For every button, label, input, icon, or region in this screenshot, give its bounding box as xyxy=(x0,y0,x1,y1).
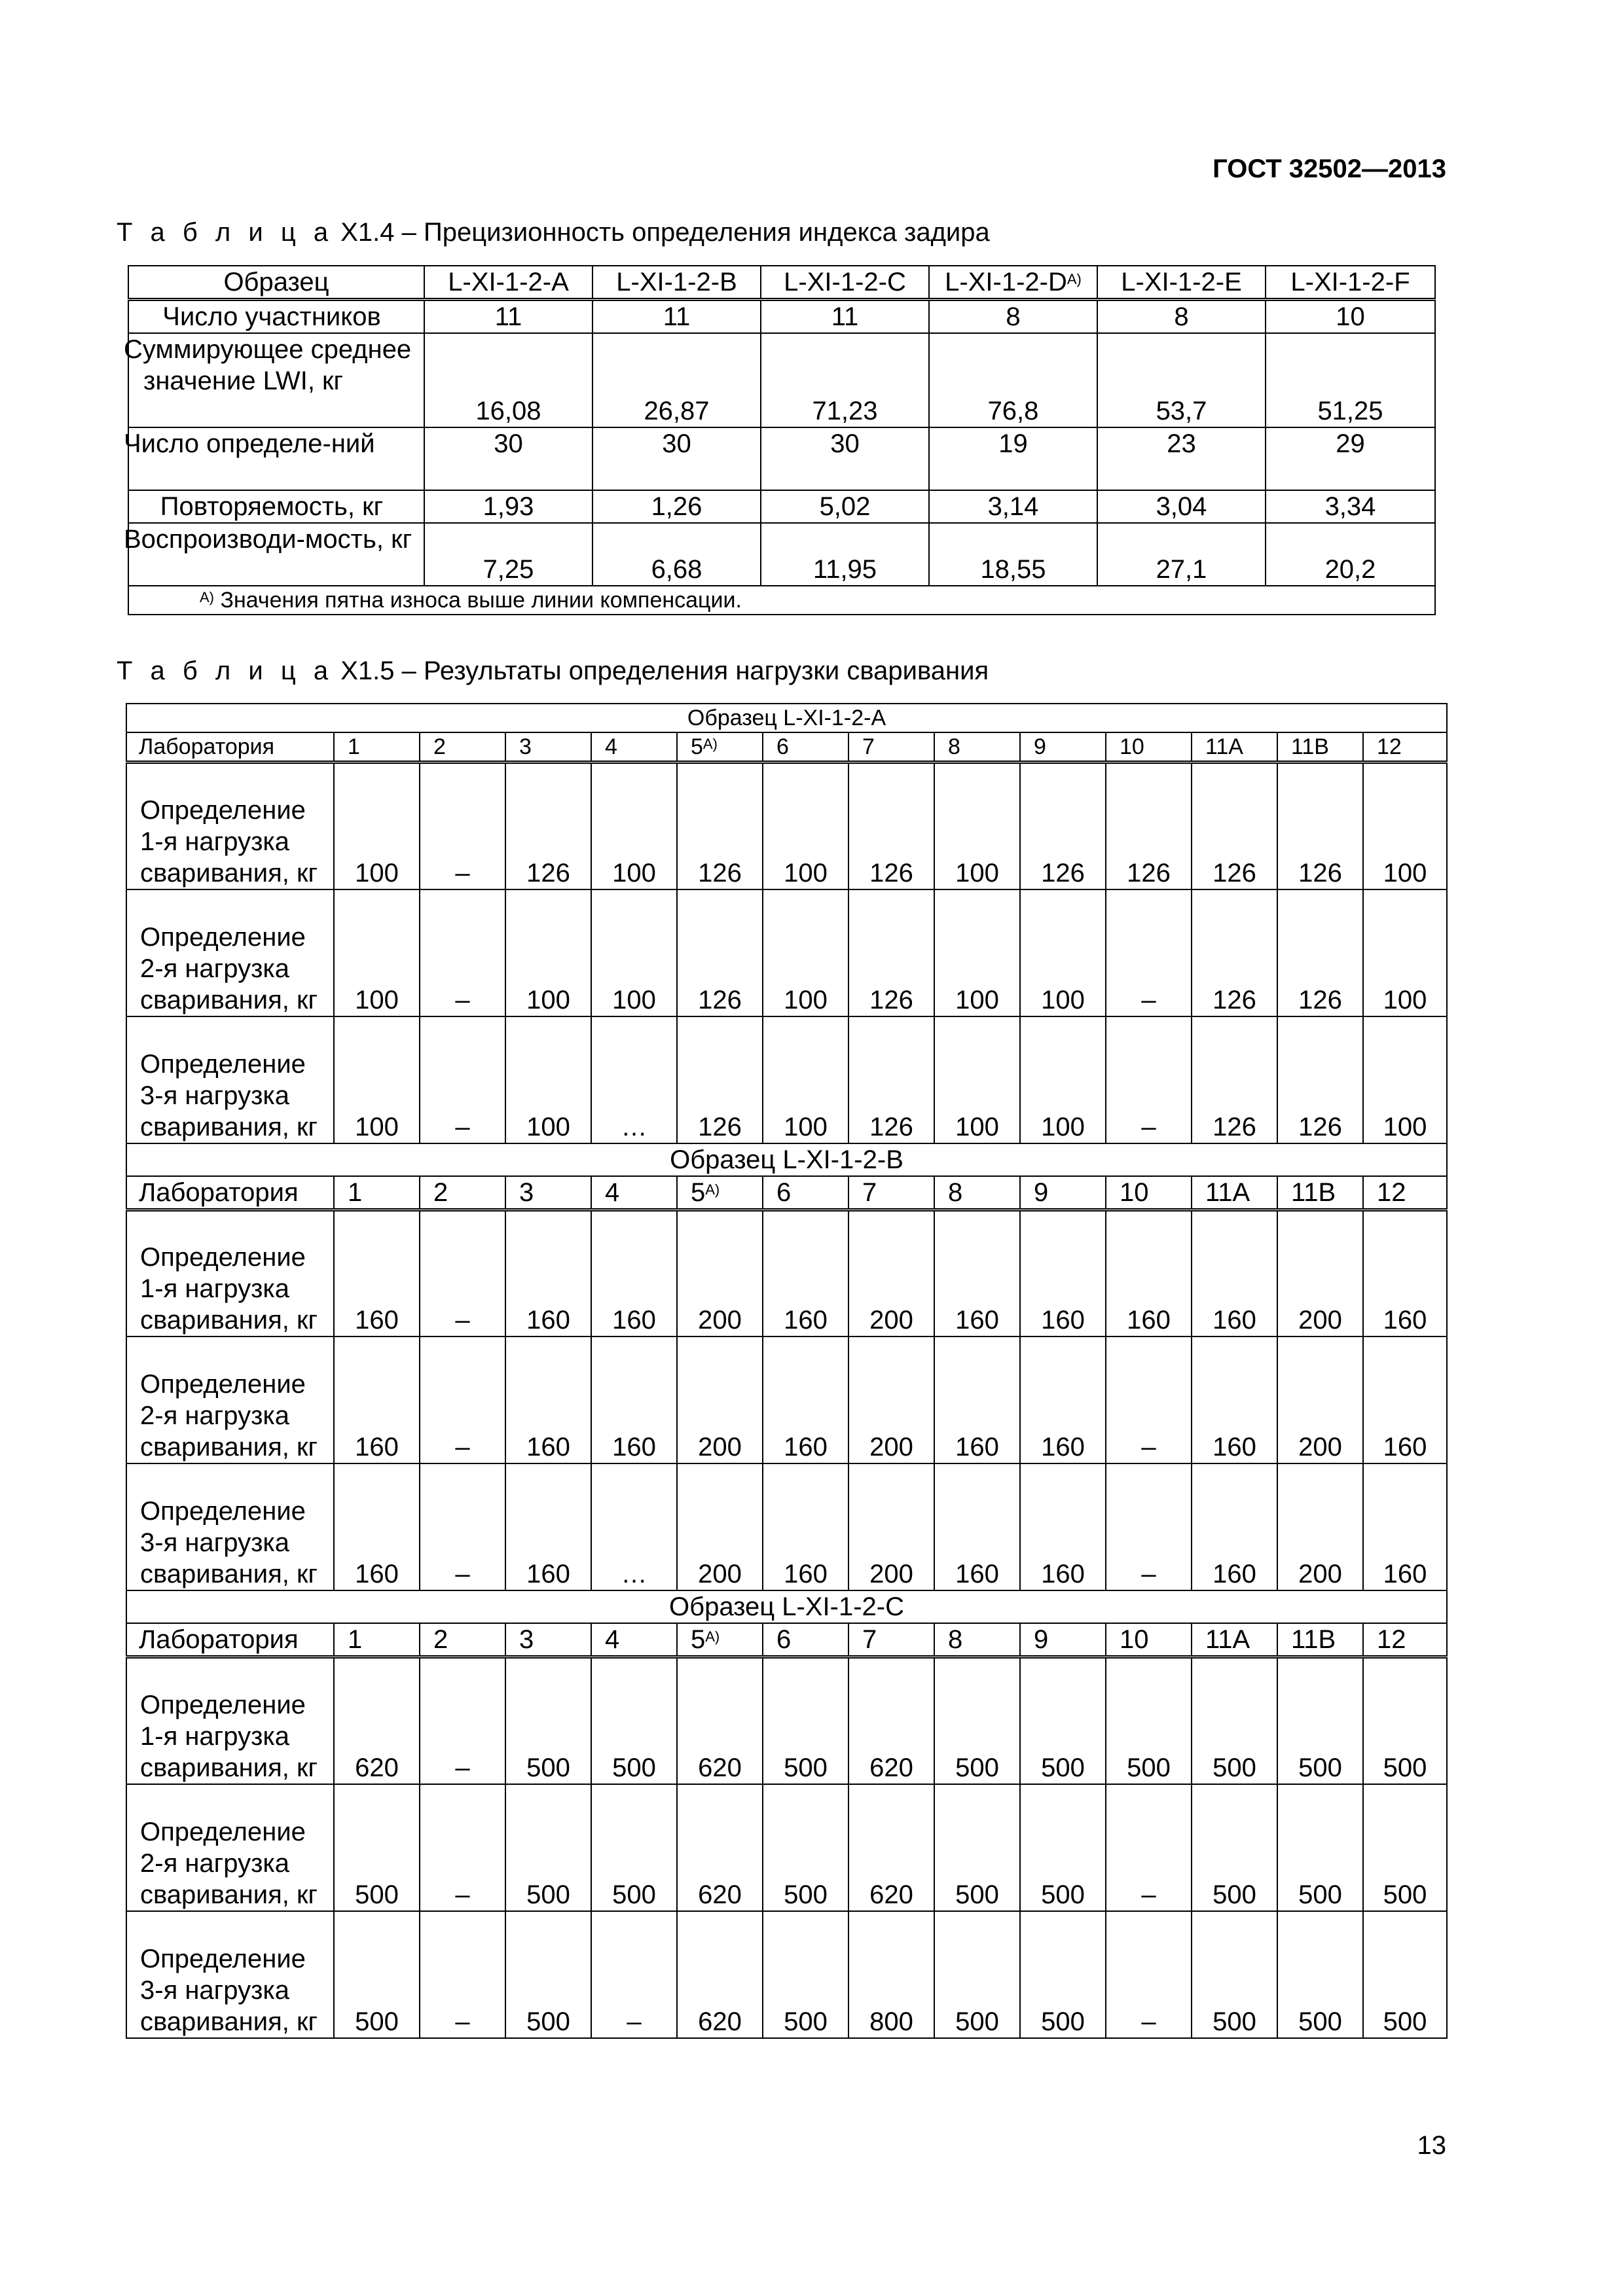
table4-cell: 11 xyxy=(761,300,929,334)
lab-number-text: 1 xyxy=(348,1625,363,1654)
weld-load-cell: 160 xyxy=(1020,1336,1106,1463)
table4-cell: 23 xyxy=(1097,427,1266,490)
table5-data-row xyxy=(126,1210,1447,1336)
lab-number xyxy=(420,732,505,762)
weld-load-cell: 160 xyxy=(591,1336,677,1463)
weld-load-cell: – xyxy=(420,762,505,889)
weld-load-cell: – xyxy=(1106,1336,1192,1463)
weld-load-cell: – xyxy=(1106,889,1192,1016)
weld-load-cell: 500 xyxy=(505,1911,591,2038)
lab-number-text: 4 xyxy=(605,1625,620,1654)
weld-load-cell: 200 xyxy=(677,1210,763,1336)
lab-number-text: 11A xyxy=(1205,734,1243,759)
weld-load-cell: … xyxy=(591,1016,677,1143)
weld-load-cell: 100 xyxy=(934,889,1020,1016)
weld-load-cell: – xyxy=(420,1463,505,1590)
weld-load-cell: 160 xyxy=(591,1210,677,1336)
lab-number xyxy=(334,732,420,762)
table4-cell: 30 xyxy=(761,427,929,490)
weld-load-cell: 500 xyxy=(1020,1657,1106,1784)
table4-caption-prefix: Т а б л и ц а xyxy=(117,218,334,247)
table-precision xyxy=(124,265,1436,615)
lab-number-text: 10 xyxy=(1120,734,1144,759)
footnote-mark: A) xyxy=(1067,271,1082,287)
table4-cell: 10 xyxy=(1266,300,1435,334)
sample-name: L-XI-1-2-A xyxy=(448,268,569,296)
lab-number xyxy=(420,1176,505,1210)
determination-label: Определение 2-я нагрузка сваривания, кг xyxy=(126,1336,334,1463)
lab-number-text: 5 xyxy=(691,1625,706,1654)
footnote-text: Значения пятна износа выше линии компенсации. xyxy=(214,588,742,613)
table4-sample-header xyxy=(761,266,929,300)
lab-number-text: 9 xyxy=(1034,1625,1049,1654)
lab-number xyxy=(505,1623,591,1657)
weld-load-cell: 500 xyxy=(1106,1657,1192,1784)
lab-number-text: 5 xyxy=(691,1177,706,1207)
weld-load-cell: 100 xyxy=(763,889,848,1016)
weld-load-cell: 500 xyxy=(1363,1784,1447,1911)
weld-load-cell: 126 xyxy=(1192,1016,1277,1143)
weld-load-cell: – xyxy=(420,1784,505,1911)
lab-number xyxy=(848,1623,934,1657)
weld-load-cell: 500 xyxy=(505,1784,591,1911)
weld-load-cell: 500 xyxy=(1192,1784,1277,1911)
lab-number xyxy=(334,1176,420,1210)
weld-load-cell: 500 xyxy=(763,1657,848,1784)
lab-number-text: 2 xyxy=(433,1625,448,1654)
lab-number-text: 4 xyxy=(605,1177,620,1207)
table4-cell: 29 xyxy=(1266,427,1435,490)
weld-load-cell: 500 xyxy=(1020,1784,1106,1911)
lab-number xyxy=(591,732,677,762)
weld-load-cell: – xyxy=(420,889,505,1016)
lab-number-text: 3 xyxy=(519,1625,534,1654)
lab-number-text: 3 xyxy=(519,734,532,759)
lab-number xyxy=(934,732,1020,762)
table4-cell: 53,7 xyxy=(1097,333,1266,427)
weld-load-cell: 500 xyxy=(1277,1784,1363,1911)
weld-load-cell: 160 xyxy=(763,1210,848,1336)
weld-load-cell: 200 xyxy=(1277,1210,1363,1336)
weld-load-cell: 126 xyxy=(1192,889,1277,1016)
determination-label: Определение 3-я нагрузка сваривания, кг xyxy=(126,1911,334,2038)
weld-load-cell: 620 xyxy=(677,1911,763,2038)
lab-number xyxy=(505,1176,591,1210)
lab-number-text: 11B xyxy=(1291,1177,1336,1207)
lab-number xyxy=(1277,1623,1363,1657)
weld-load-cell: 100 xyxy=(934,1016,1020,1143)
table5-data-row xyxy=(126,1657,1447,1784)
lab-number-text: 8 xyxy=(948,1625,963,1654)
page-number: 13 xyxy=(1417,2131,1446,2160)
lab-number xyxy=(763,732,848,762)
table5-caption xyxy=(117,656,989,686)
sample-group-title: Образец L-XI-1-2-C xyxy=(126,1590,1447,1623)
weld-load-cell: … xyxy=(591,1463,677,1590)
weld-load-cell: 160 xyxy=(334,1210,420,1336)
lab-number xyxy=(1192,1623,1277,1657)
lab-number xyxy=(763,1176,848,1210)
weld-load-cell: 100 xyxy=(591,762,677,889)
table5-data-row xyxy=(126,1336,1447,1463)
weld-load-cell: 100 xyxy=(1020,1016,1106,1143)
lab-number xyxy=(848,1176,934,1210)
lab-number-text: 9 xyxy=(1034,1177,1049,1207)
weld-load-cell: 200 xyxy=(848,1336,934,1463)
lab-number-text: 8 xyxy=(948,734,960,759)
lab-number xyxy=(1106,732,1192,762)
weld-load-cell: 160 xyxy=(505,1463,591,1590)
lab-number-text: 11A xyxy=(1205,1625,1250,1654)
sample-group-title: Образец L-XI-1-2-A xyxy=(126,704,1447,732)
lab-number xyxy=(1192,1176,1277,1210)
table4-row-label: Суммирующее среднее значение LWI, кг xyxy=(128,333,424,427)
weld-load-cell: 126 xyxy=(848,762,934,889)
table4-row-label: Число участников xyxy=(128,300,424,334)
lab-number xyxy=(1106,1176,1192,1210)
table4-cell: 19 xyxy=(929,427,1097,490)
table5-lab-row xyxy=(126,732,1447,762)
lab-number-text: 4 xyxy=(605,734,617,759)
weld-load-cell: – xyxy=(1106,1463,1192,1590)
lab-number-text: 7 xyxy=(862,1625,877,1654)
lab-number-text: 10 xyxy=(1120,1177,1149,1207)
determination-label: Определение 2-я нагрузка сваривания, кг xyxy=(126,889,334,1016)
weld-load-cell: 500 xyxy=(1277,1657,1363,1784)
table4-sample-header xyxy=(929,266,1097,300)
table4-cell: 3,34 xyxy=(1266,490,1435,523)
weld-load-cell: 620 xyxy=(848,1657,934,1784)
weld-load-cell: 160 xyxy=(1363,1463,1447,1590)
weld-load-cell: 100 xyxy=(334,1016,420,1143)
table4-cell: 11,95 xyxy=(761,523,929,586)
table5-lab-row xyxy=(126,1176,1447,1210)
weld-load-cell: 100 xyxy=(591,889,677,1016)
lab-number-text: 12 xyxy=(1377,734,1402,759)
table4-row xyxy=(128,523,1435,586)
table4-caption xyxy=(117,218,990,247)
weld-load-cell: 160 xyxy=(1192,1463,1277,1590)
table4-row xyxy=(128,490,1435,523)
footnote-mark: A) xyxy=(705,1628,720,1645)
weld-load-cell: 126 xyxy=(677,762,763,889)
lab-number xyxy=(1363,732,1447,762)
lab-number-text: 12 xyxy=(1377,1625,1406,1654)
table4-cell: 8 xyxy=(1097,300,1266,334)
table4-cell: 30 xyxy=(593,427,761,490)
table4-sample-header xyxy=(424,266,593,300)
weld-load-cell: 800 xyxy=(848,1911,934,2038)
table5-data-row xyxy=(126,889,1447,1016)
weld-load-cell: 100 xyxy=(505,889,591,1016)
lab-number-text: 3 xyxy=(519,1177,534,1207)
weld-load-cell: 160 xyxy=(1106,1210,1192,1336)
weld-load-cell: 100 xyxy=(505,1016,591,1143)
lab-number xyxy=(1020,1176,1106,1210)
weld-load-cell: 126 xyxy=(1106,762,1192,889)
table5-caption-text: Х1.5 – Результаты определения нагрузки сваривания xyxy=(333,656,989,685)
sample-name: L-XI-1-2-F xyxy=(1290,268,1410,296)
weld-load-cell: 100 xyxy=(763,1016,848,1143)
sample-name: L-XI-1-2-E xyxy=(1121,268,1242,296)
table4-cell: 6,68 xyxy=(593,523,761,586)
weld-load-cell: 100 xyxy=(1363,889,1447,1016)
weld-load-cell: 200 xyxy=(1277,1463,1363,1590)
table5-lab-row xyxy=(126,1623,1447,1657)
weld-load-cell: 100 xyxy=(934,762,1020,889)
lab-number xyxy=(934,1176,1020,1210)
table4-cell: 11 xyxy=(593,300,761,334)
table4-row xyxy=(128,300,1435,334)
weld-load-cell: 100 xyxy=(1363,762,1447,889)
table4-cell: 16,08 xyxy=(424,333,593,427)
determination-label: Определение 1-я нагрузка сваривания, кг xyxy=(126,1657,334,1784)
weld-load-cell: 160 xyxy=(934,1463,1020,1590)
table4-col-header: Образец xyxy=(128,266,424,300)
table5-data-row xyxy=(126,1911,1447,2038)
weld-load-cell: 160 xyxy=(934,1336,1020,1463)
weld-load-cell: 160 xyxy=(334,1336,420,1463)
footnote-mark: A) xyxy=(705,1181,720,1198)
table4-sample-header xyxy=(1097,266,1266,300)
lab-number-text: 2 xyxy=(433,734,446,759)
weld-load-cell: 500 xyxy=(1277,1911,1363,2038)
weld-load-cell: 500 xyxy=(763,1784,848,1911)
weld-load-cell: 500 xyxy=(1363,1911,1447,2038)
table4-cell: 18,55 xyxy=(929,523,1097,586)
table4-cell: 1,26 xyxy=(593,490,761,523)
lab-number-text: 1 xyxy=(348,1177,363,1207)
weld-load-cell: 160 xyxy=(1363,1336,1447,1463)
table5-group-title-row xyxy=(126,1143,1447,1176)
sample-name: L-XI-1-2-C xyxy=(784,268,906,296)
table5-group-title-row xyxy=(126,704,1447,732)
weld-load-cell: 100 xyxy=(1363,1016,1447,1143)
weld-load-cell: 620 xyxy=(334,1657,420,1784)
weld-load-cell: – xyxy=(591,1911,677,2038)
weld-load-cell: 160 xyxy=(505,1210,591,1336)
table4-cell: 30 xyxy=(424,427,593,490)
sample-group-title: Образец L-XI-1-2-B xyxy=(126,1143,1447,1176)
weld-load-cell: 160 xyxy=(1020,1210,1106,1336)
weld-load-cell: 126 xyxy=(677,1016,763,1143)
table5-data-row xyxy=(126,1463,1447,1590)
lab-number-text: 6 xyxy=(776,1177,792,1207)
weld-load-cell: 160 xyxy=(1020,1463,1106,1590)
weld-load-cell: – xyxy=(420,1911,505,2038)
weld-load-cell: – xyxy=(420,1016,505,1143)
lab-number xyxy=(1277,732,1363,762)
table4-row-label: Число определе-ний xyxy=(128,427,424,490)
lab-number xyxy=(1363,1623,1447,1657)
lab-label: Лаборатория xyxy=(126,1176,334,1210)
weld-load-cell: 126 xyxy=(1020,762,1106,889)
table4-footnote-row xyxy=(128,586,1435,615)
table4-cell: 7,25 xyxy=(424,523,593,586)
table5-data-row xyxy=(126,762,1447,889)
table4-cell: 3,14 xyxy=(929,490,1097,523)
weld-load-cell: 500 xyxy=(1363,1657,1447,1784)
lab-number xyxy=(677,1623,763,1657)
lab-number xyxy=(1020,732,1106,762)
weld-load-cell: 126 xyxy=(848,889,934,1016)
table4-sample-header xyxy=(593,266,761,300)
lab-number xyxy=(1277,1176,1363,1210)
weld-load-cell: – xyxy=(1106,1784,1192,1911)
document-header: ГОСТ 32502—2013 xyxy=(1213,154,1446,183)
weld-load-cell: 126 xyxy=(677,889,763,1016)
table4-cell: 3,04 xyxy=(1097,490,1266,523)
determination-label: Определение 2-я нагрузка сваривания, кг xyxy=(126,1784,334,1911)
weld-load-cell: 200 xyxy=(677,1336,763,1463)
table4-cell: 71,23 xyxy=(761,333,929,427)
weld-load-cell: 160 xyxy=(763,1336,848,1463)
weld-load-cell: 126 xyxy=(1277,889,1363,1016)
table4-cell: 8 xyxy=(929,300,1097,334)
weld-load-cell: 126 xyxy=(1277,762,1363,889)
lab-number xyxy=(934,1623,1020,1657)
lab-number-text: 11B xyxy=(1291,1625,1336,1654)
lab-number xyxy=(1363,1176,1447,1210)
weld-load-cell: 200 xyxy=(677,1463,763,1590)
lab-label: Лаборатория xyxy=(126,732,334,762)
table5-group-title-row xyxy=(126,1590,1447,1623)
lab-number xyxy=(677,1176,763,1210)
lab-number-text: 6 xyxy=(776,734,789,759)
lab-number-text: 8 xyxy=(948,1177,963,1207)
table4-cell: 5,02 xyxy=(761,490,929,523)
weld-load-cell: 500 xyxy=(591,1657,677,1784)
weld-load-cell: 200 xyxy=(848,1210,934,1336)
weld-load-cell: 500 xyxy=(1192,1657,1277,1784)
sample-name: L-XI-1-2-D xyxy=(945,268,1067,296)
table4-header-row xyxy=(128,266,1435,300)
lab-number-text: 9 xyxy=(1034,734,1046,759)
lab-number-text: 7 xyxy=(862,1177,877,1207)
weld-load-cell: 200 xyxy=(1277,1336,1363,1463)
lab-number xyxy=(763,1623,848,1657)
lab-number xyxy=(420,1623,505,1657)
footnote-mark: A) xyxy=(702,736,718,752)
weld-load-cell: 160 xyxy=(505,1336,591,1463)
lab-number xyxy=(1106,1623,1192,1657)
weld-load-cell: – xyxy=(1106,1016,1192,1143)
table4-footnote xyxy=(128,586,1435,615)
lab-number-text: 11B xyxy=(1291,734,1329,759)
weld-load-cell: 100 xyxy=(1020,889,1106,1016)
table4-caption-text: Х1.4 – Прецизионность определения индекса задира xyxy=(333,218,990,247)
weld-load-cell: – xyxy=(420,1210,505,1336)
weld-load-cell: 500 xyxy=(763,1911,848,2038)
table4-cell: 51,25 xyxy=(1266,333,1435,427)
weld-load-cell: 126 xyxy=(1277,1016,1363,1143)
weld-load-cell: – xyxy=(420,1336,505,1463)
table4-row xyxy=(128,333,1435,427)
weld-load-cell: 500 xyxy=(334,1784,420,1911)
lab-number-text: 10 xyxy=(1120,1625,1149,1654)
lab-number-text: 11A xyxy=(1205,1177,1250,1207)
lab-number xyxy=(848,732,934,762)
weld-load-cell: 500 xyxy=(1020,1911,1106,2038)
weld-load-cell: 100 xyxy=(334,762,420,889)
weld-load-cell: 160 xyxy=(1363,1210,1447,1336)
weld-load-cell: 620 xyxy=(677,1657,763,1784)
weld-load-cell: 160 xyxy=(1192,1210,1277,1336)
lab-number-text: 12 xyxy=(1377,1177,1406,1207)
weld-load-cell: 620 xyxy=(848,1784,934,1911)
lab-number-text: 5 xyxy=(691,734,703,759)
lab-number-text: 7 xyxy=(862,734,875,759)
table4-row-label: Воспроизводи-мость, кг xyxy=(128,523,424,586)
lab-number xyxy=(591,1623,677,1657)
weld-load-cell: 100 xyxy=(334,889,420,1016)
weld-load-cell: 126 xyxy=(505,762,591,889)
weld-load-cell: 126 xyxy=(1192,762,1277,889)
lab-number xyxy=(505,732,591,762)
weld-load-cell: 500 xyxy=(505,1657,591,1784)
weld-load-cell: 500 xyxy=(934,1784,1020,1911)
table4-cell: 1,93 xyxy=(424,490,593,523)
weld-load-cell: 500 xyxy=(934,1911,1020,2038)
table5-data-row xyxy=(126,1784,1447,1911)
weld-load-cell: 126 xyxy=(848,1016,934,1143)
weld-load-cell: 620 xyxy=(677,1784,763,1911)
weld-load-cell: 500 xyxy=(591,1784,677,1911)
weld-load-cell: 500 xyxy=(334,1911,420,2038)
lab-number xyxy=(591,1176,677,1210)
table4-cell: 27,1 xyxy=(1097,523,1266,586)
table4-cell: 26,87 xyxy=(593,333,761,427)
weld-load-cell: 160 xyxy=(1192,1336,1277,1463)
table4-sample-header xyxy=(1266,266,1435,300)
sample-name: L-XI-1-2-B xyxy=(616,268,737,296)
determination-label: Определение 3-я нагрузка сваривания, кг xyxy=(126,1463,334,1590)
table4-cell: 76,8 xyxy=(929,333,1097,427)
weld-load-cell: 500 xyxy=(934,1657,1020,1784)
lab-number xyxy=(1192,732,1277,762)
table4-cell: 20,2 xyxy=(1266,523,1435,586)
table4-row xyxy=(128,427,1435,490)
lab-number-text: 6 xyxy=(776,1625,792,1654)
determination-label: Определение 3-я нагрузка сваривания, кг xyxy=(126,1016,334,1143)
weld-load-cell: – xyxy=(1106,1911,1192,2038)
weld-load-cell: – xyxy=(420,1657,505,1784)
lab-number xyxy=(677,732,763,762)
table5-caption-prefix: Т а б л и ц а xyxy=(117,656,334,685)
lab-number xyxy=(334,1623,420,1657)
lab-number xyxy=(1020,1623,1106,1657)
weld-load-cell: 200 xyxy=(848,1463,934,1590)
lab-number-text: 2 xyxy=(433,1177,448,1207)
table5-data-row xyxy=(126,1016,1447,1143)
determination-label: Определение 1-я нагрузка сваривания, кг xyxy=(126,762,334,889)
table-weld-load xyxy=(126,703,1448,2039)
lab-label: Лаборатория xyxy=(126,1623,334,1657)
table4-row-label: Повторяемость, кг xyxy=(128,490,424,523)
table4-cell: 11 xyxy=(424,300,593,334)
lab-number-text: 1 xyxy=(348,734,360,759)
weld-load-cell: 160 xyxy=(334,1463,420,1590)
footnote-mark: A) xyxy=(200,589,214,605)
weld-load-cell: 160 xyxy=(934,1210,1020,1336)
determination-label: Определение 1-я нагрузка сваривания, кг xyxy=(126,1210,334,1336)
weld-load-cell: 100 xyxy=(763,762,848,889)
weld-load-cell: 160 xyxy=(763,1463,848,1590)
weld-load-cell: 500 xyxy=(1192,1911,1277,2038)
